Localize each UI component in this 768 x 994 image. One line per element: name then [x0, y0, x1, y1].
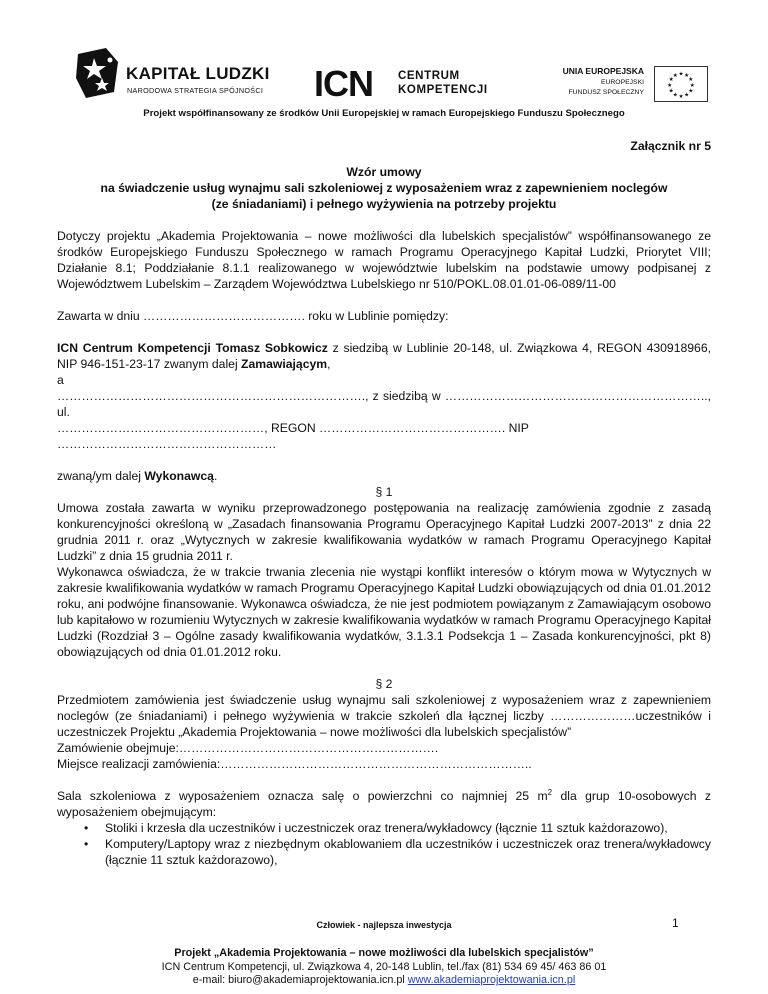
eu-logo-line2: EUROPEJSKI — [600, 79, 644, 86]
svg-text:★: ★ — [678, 71, 684, 78]
and-connector: a — [57, 373, 64, 387]
footer-address-line: ICN Centrum Kompetencji, ul. Związkowa 4, 20-148 Lublin, tel./fax (81) 534 69 45/ 463 86 01 — [161, 960, 607, 973]
svg-text:★: ★ — [678, 94, 684, 101]
list-item: • Komputery/Laptopy wraz z niezbędnym okablowaniem dla uczestników i uczestniczek oraz trenera/wykładowcy (łącznie 11 sztuk każdorazowo), — [105, 836, 711, 868]
svg-text:★: ★ — [672, 92, 678, 99]
party-2-line-2: ……………………………………………, REGON ………………………………………. NIP ……………………………………………… — [57, 421, 529, 451]
footer-email: e-mail: biuro@akademiaprojektowania.icn.pl — [192, 974, 408, 986]
svg-text:★: ★ — [684, 73, 690, 80]
footer-slogan: Człowiek - najlepsza inwestycja — [316, 920, 452, 930]
section-1-heading: § 1 — [375, 485, 393, 499]
svg-text:★: ★ — [684, 92, 690, 99]
section-2-heading: § 2 — [375, 677, 393, 691]
party-2-line-1: …………………………………………………………………., z siedzibą w ……………………………………………………….., ul. — [57, 389, 711, 419]
icn-logo-line2: KOMPETENCJI — [398, 84, 488, 96]
party-1-details: z siedzibą w Lublinie 20-148, ul. Związkowa 4, REGON 430918966, NIP 946-151-23-17 zwanym dalej — [57, 341, 711, 371]
list-item: • Stoliki i krzesła dla uczestników i uczestniczek oraz trenera/wykładowcy (łącznie 11 sztuk każdorazowo), — [105, 820, 711, 836]
kapital-ludzki-title: KAPITAŁ LUDZKI — [126, 64, 270, 83]
footer-project-line: Projekt „Akademia Projektowania – nowe możliwości dla lubelskich specjalistów” — [174, 947, 594, 959]
annex-number: Załącznik nr 5 — [630, 139, 711, 153]
party-2-role-line: zwaną/ym dalej Wykonawcą. — [57, 469, 218, 483]
footer — [0, 947, 768, 988]
party-1: ICN Centrum Kompetencji Tomasz Sobkowicz z siedzibą w Lublinie 20-148, ul. Związkowa 4, REGON 430918966, NIP 946-151-23-17 zwanym dalej Zamawiającym, — [57, 341, 711, 371]
section-2-paragraph-1: Przedmiotem zamówienia jest świadczenie usług wynajmu sali szkoleniowej z wyposażeniem wraz z zapewnieniem noclegów (ze śniadaniami) i pełnego wyżywienia w trakcie szkoleń dla łącznej liczby …………………uczestników i uczestniczek Projektu „Akademia Projektowania – nowe możliwości dla lubelskich specjalistów” — [57, 693, 711, 739]
svg-text:★: ★ — [688, 77, 694, 84]
title-line-3: (ze śniadaniami) i pełnego wyżywienia na potrzeby projektu — [211, 197, 557, 211]
party-1-role: Zamawiającym — [241, 357, 328, 371]
cofinancing-note: Projekt współfinansowany ze środków Unii Europejskiej w ramach Europejskiego Funduszu Społecznego — [143, 108, 625, 119]
section-2-place: Miejsce realizacji zamówienia:………………………………………………………………….. — [57, 757, 532, 771]
svg-text:★: ★ — [688, 88, 694, 95]
eu-logo-line3: FUNDUSZ SPOŁECZNY — [568, 89, 644, 96]
section-2-scope: Zamówienie obejmuje:………………………………………………………. — [57, 741, 439, 755]
svg-text:★: ★ — [668, 77, 674, 84]
icn-logo — [314, 63, 488, 106]
section-1-paragraph-2: Wykonawca oświadcza, że w trakcie trwania zlecenia nie wystąpi konflikt interesów o którym mowa w Wytycznych w zakresie kwalifikowania wydatków w ramach Programu Operacyjnego Kapitał Ludzki obowiązujących od dnia 01.01.2012 roku, ani podwójne finansowanie. Wykonawca oświadcza, że nie jest podmiotem powiązanym z Zamawiającym osobowo lub kapitałowo w rozumieniu Wytycznych w zakresie kwalifikowania wydatków w ramach Programu Operacyjnego Kapitał Ludzki (Rozdział 3 – Ogólne zasady kwalifikowania wydatków, 3.1.3.1 Podsekcja 1 – Zasada konkurencyjności, pkt 8) obowiązujących od dnia 01.01.2012 roku. — [57, 565, 711, 659]
title-line-1: Wzór umowy — [346, 165, 422, 179]
equipment-list — [57, 820, 711, 868]
section-1-paragraph-1: Umowa została zawarta w wyniku przeprowadzonego postępowania na realizację zamówienia zgodnie z zasadą konkurencyjności określoną w „Zasadach finansowania Programu Operacyjnego Kapitał Ludzki 2007-2013” z dnia 22 grudnia 2011 r. oraz „Wytycznych w zakresie kwalifikowania wydatków w ramach Programu Operacyjnego Kapitał Ludzki” z dnia 15 grudnia 2011 r. — [57, 501, 711, 563]
document-title — [57, 164, 711, 212]
page-number: 1 — [672, 916, 679, 930]
svg-text:★: ★ — [689, 82, 695, 89]
eu-logo-title: UNIA EUROPEJSKA — [562, 66, 644, 76]
kapital-ludzki-emblem-icon — [76, 48, 120, 98]
header-logos — [70, 40, 704, 108]
eu-flag-icon — [654, 66, 708, 102]
svg-text:★: ★ — [668, 88, 674, 95]
footer-website-link[interactable]: www.akademiaprojektowania.icn.pl — [407, 974, 576, 986]
kapital-ludzki-logo — [70, 40, 280, 106]
party-2-role: Wykonawcą — [144, 469, 214, 483]
svg-text:★: ★ — [667, 82, 673, 89]
room-definition: Sala szkoleniowa z wyposażeniem oznacza salę o powierzchni co najmniej 25 $m^2$ dla grup 10-osobowych z wyposażeniem obejmującym: — [57, 787, 711, 819]
icn-logo-mark: ICN — [314, 63, 373, 104]
footer-contact-line — [0, 974, 768, 988]
title-line-2: na świadczenie usług wynajmu sali szkoleniowej z wyposażeniem wraz z zapewnieniem noclegów — [100, 181, 668, 195]
intro-paragraph: Dotyczy projektu „Akademia Projektowania – nowe możliwości dla lubelskich specjalistów” współfinansowanego ze środków Europejskiego Funduszu Społecznego w ramach Programu Operacyjnego Kapitał Ludzki, Priorytet VIII; Działanie 8.1; Poddziałanie 8.1.1 realizowanego w województwie lubelskim na podstawie umowy podpisanej z Województwem Lubelskim – Zarządem Województwa Lubelskiego nr 510/POKL.08.01.01-06-089/11-00 — [57, 229, 711, 291]
svg-text:★: ★ — [672, 73, 678, 80]
kapital-ludzki-subtitle: NARODOWA STRATEGIA SPÓJNOŚCI — [127, 86, 264, 95]
party-1-name: ICN Centrum Kompetencji Tomasz Sobkowicz — [57, 341, 328, 355]
contract-date-line: Zawarta w dniu …………………………………. roku w Lublinie pomiędzy: — [57, 309, 449, 323]
document-body — [57, 130, 711, 868]
icn-logo-line1: CENTRUM — [398, 70, 460, 82]
